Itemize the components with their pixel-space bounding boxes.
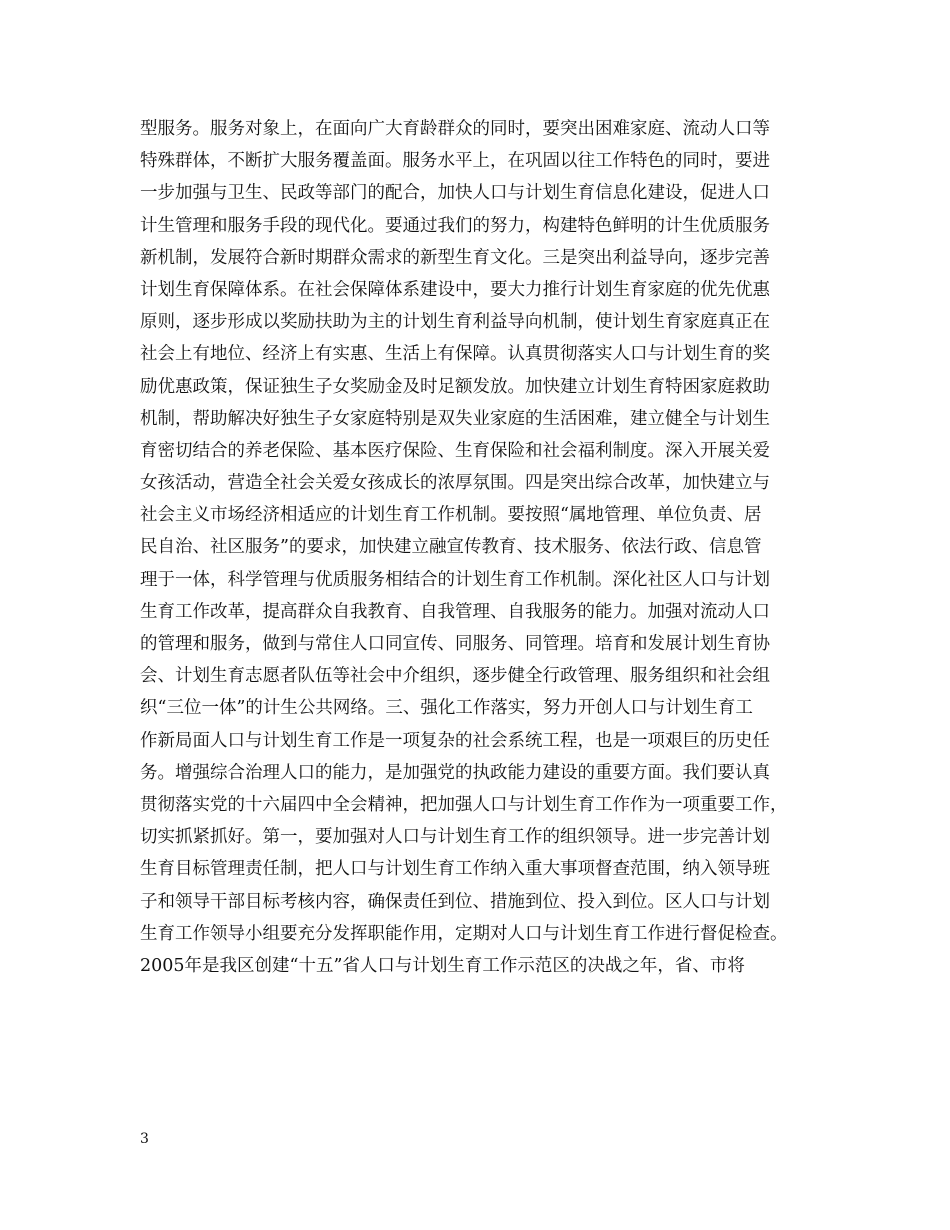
- text-line: 社会上有地位、经济上有实惠、生活上有保障。认真贯彻落实人口与计划生育的奖: [140, 344, 770, 365]
- text-line: 原则，逐步形成以奖励扶助为主的计划生育利益导向机制，使计划生育家庭真正在: [140, 312, 770, 333]
- text-line: 织“三位一体”的计生公共网络。三、强化工作落实，努力开创人口与计划生育工: [140, 698, 753, 719]
- text-line: 社会主义市场经济相适应的计划生育工作机制。要按照“属地管理、单位负责、居: [140, 505, 762, 526]
- text-line: 计生管理和服务手段的现代化。要通过我们的努力，构建特色鲜明的计生优质服务: [140, 215, 770, 236]
- text-line: 生育工作领导小组要充分发挥职能作用，定期对人口与计划生育工作进行督促检查。: [140, 923, 788, 944]
- text-line: 生育工作改革，提高群众自我教育、自我管理、自我服务的能力。加强对流动人口: [140, 601, 770, 622]
- text-line: 女孩活动，营造全社会关爱女孩成长的浓厚氛围。四是突出综合改革，加快建立与: [140, 473, 770, 494]
- text-line: 励优惠政策，保证独生子女奖励金及时足额发放。加快建立计划生育特困家庭救助: [140, 376, 770, 397]
- text-line: 型服务。服务对象上，在面向广大育龄群众的同时，要突出困难家庭、流动人口等: [140, 119, 770, 139]
- text-line: 的管理和服务，做到与常住人口同宣传、同服务、同管理。培育和发展计划生育协: [140, 634, 770, 654]
- text-line: 新机制，发展符合新时期群众需求的新型生育文化。三是突出利益导向，逐步完善: [140, 247, 770, 268]
- page-number: 3: [140, 1131, 149, 1147]
- body-text: [140, 113, 840, 982]
- text-line: 切实抓紧抓好。第一，要加强对人口与计划生育工作的组织领导。进一步完善计划: [140, 827, 770, 848]
- text-line: 贯彻落实党的十六届四中全会精神，把加强人口与计划生育工作作为一项重要工作，: [140, 794, 788, 815]
- text-line: 生育目标管理责任制，把人口与计划生育工作纳入重大事项督查范围，纳入领导班: [140, 859, 770, 880]
- text-line: 民自治、社区服务”的要求，加快建立融宣传教育、技术服务、依法行政、信息管: [140, 537, 762, 558]
- text-line: 作新局面人口与计划生育工作是一项复杂的社会系统工程，也是一项艰巨的历史任: [140, 730, 770, 751]
- text-line: 计划生育保障体系。在社会保障体系建设中，要大力推行计划生育家庭的优先优惠: [140, 279, 770, 300]
- text-line: 务。增强综合治理人口的能力，是加强党的执政能力建设的重要方面。我们要认真: [140, 762, 770, 783]
- text-line: 理于一体，科学管理与优质服务相结合的计划生育工作机制。深化社区人口与计划: [140, 569, 770, 590]
- text-line: 特殊群体，不断扩大服务覆盖面。服务水平上，在巩固以往工作特色的同时，要进: [140, 151, 770, 172]
- text-line: 2005年是我区创建“十五”省人口与计划生育工作示范区的决战之年，省、市将: [140, 955, 745, 976]
- text-line: 机制，帮助解决好独生子女家庭特别是双失业家庭的生活困难，建立健全与计划生: [140, 408, 770, 429]
- text-line: 一步加强与卫生、民政等部门的配合，加快人口与计划生育信息化建设，促进人口: [140, 183, 770, 204]
- text-line: 子和领导干部目标考核内容，确保责任到位、措施到位、投入到位。区人口与计划: [140, 891, 770, 912]
- text-line: 会、计划生育志愿者队伍等社会中介组织，逐步健全行政管理、服务组织和社会组: [140, 666, 770, 687]
- text-line: 育密切结合的养老保险、基本医疗保险、生育保险和社会福利制度。深入开展关爱: [140, 440, 770, 461]
